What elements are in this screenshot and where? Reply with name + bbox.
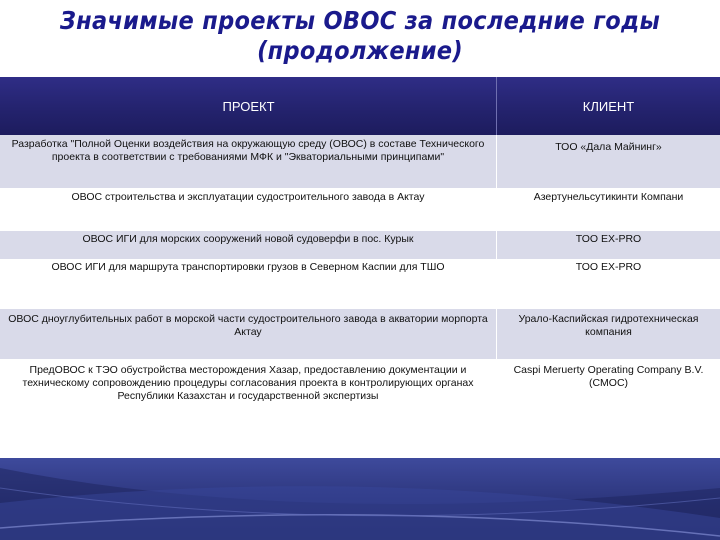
client-cell: ТОО EX-PRO xyxy=(575,233,642,245)
client-cell: ТОО EX-PRO xyxy=(575,261,642,273)
slide-title-line-2: (продолжение) xyxy=(257,36,463,65)
table-row xyxy=(0,309,720,359)
table-row xyxy=(0,231,720,259)
project-cell: ПредОВОС к ТЭО обустройства месторождения Хазар, предоставлению документации и техническому сопровождению процедуры согласования проекта в контролирующих органах Республики Казахстан и государственной экспертизы xyxy=(22,364,474,402)
slide-title-line-1: Значимые проекты ОВОС за последние годы xyxy=(59,6,661,35)
project-cell: Разработка "Полной Оценки воздействия на окружающую среду (ОВОС) в составе Технического проекта в соответствии с требованиями МФК и "Экваториальными принципами" xyxy=(11,138,485,163)
table-row xyxy=(0,135,720,188)
table-row xyxy=(0,188,720,231)
column-header-client: КЛИЕНТ xyxy=(582,98,635,114)
table-row xyxy=(0,359,720,449)
client-cell: ТОО «Дала Майнинг» xyxy=(555,141,662,153)
project-cell: ОВОС ИГИ для морских сооружений новой судоверфи в пос. Курык xyxy=(82,233,414,245)
project-cell: ОВОС ИГИ для маршрута транспортировки грузов в Северном Каспии для ТШО xyxy=(51,261,445,273)
client-cell: Caspi Meruerty Operating Company B.V. (CMOC) xyxy=(513,364,704,389)
projects-table xyxy=(0,135,720,449)
slide-title xyxy=(0,6,720,66)
project-cell: ОВОС строительства и эксплуатации судостроительного завода в Актау xyxy=(71,191,425,203)
table-row xyxy=(0,259,720,309)
footer-decoration xyxy=(0,458,720,540)
column-header-project: ПРОЕКТ xyxy=(222,98,275,114)
client-cell: Азертунельсутикинти Компани xyxy=(533,191,684,203)
table-header xyxy=(0,77,720,135)
client-cell: Урало-Каспийская гидротехническая компания xyxy=(518,313,699,338)
footer-wave-graphic xyxy=(0,458,720,540)
project-cell: ОВОС дноуглубительных работ в морской части судостроительного завода в акватории морпорта Актау xyxy=(8,313,488,338)
